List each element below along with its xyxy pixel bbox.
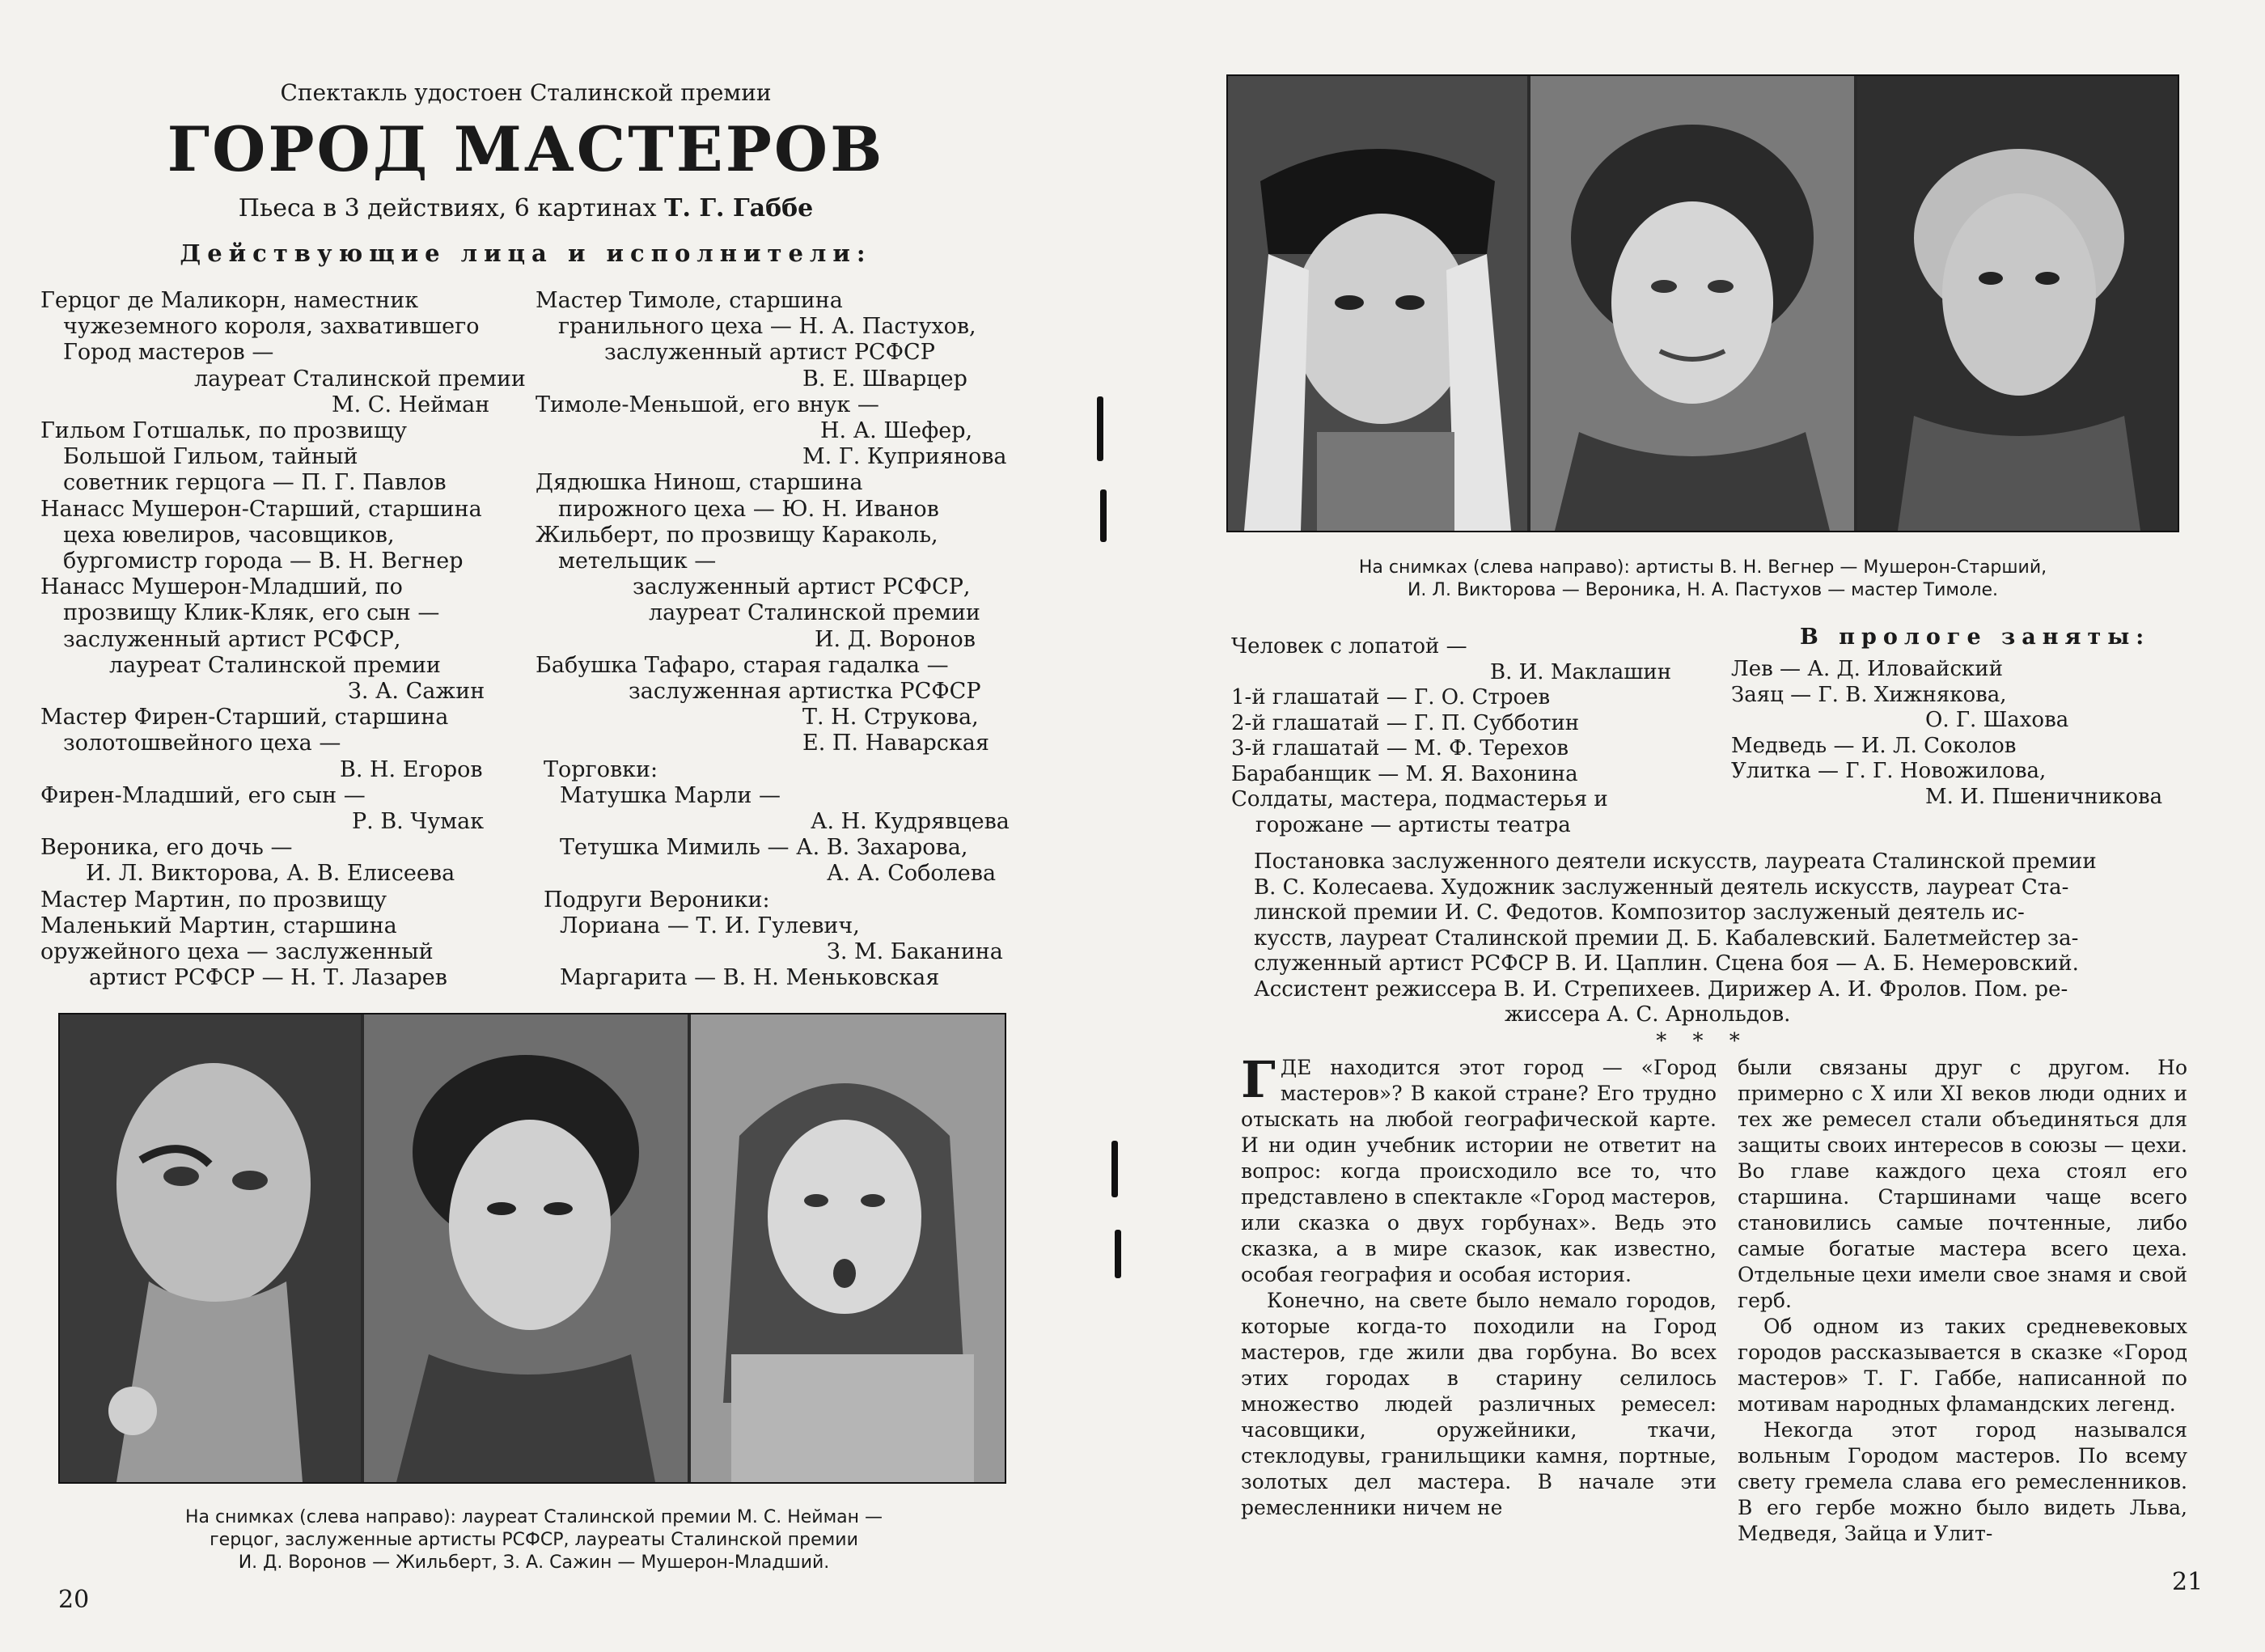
scan-mark bbox=[1111, 1141, 1118, 1197]
photo-veronika bbox=[1530, 76, 1854, 531]
cast-line: Мастер Фирен-Старший, старшина bbox=[40, 705, 449, 731]
cast-line: пирожного цеха — Ю. Н. Иванов bbox=[558, 496, 939, 522]
cast-line: Большой Гильом, тайный bbox=[63, 444, 358, 470]
credit-line: Постановка заслуженного деятели искусств, лауреата Сталинской премии bbox=[1254, 849, 2097, 874]
photo-timole bbox=[1857, 76, 2178, 531]
photo-zhilbert bbox=[364, 1014, 688, 1482]
cast-line: заслуженный артист РСФСР, bbox=[63, 626, 401, 652]
cast-line: М. И. Пшеничникова bbox=[1925, 784, 2163, 809]
cast-line: Жильберт, по прозвищу Караколь, bbox=[536, 522, 938, 548]
article-paragraph: Конечно, на свете было немало городов, которые когда-то походили на Город мастеров, где жили два горбуна. Во всех этих городах в старину селилось множество людей различных ремесел: часовщики, оружейники, ткачи, стеклодувы, гранильщики камня, портные, золотых дел мастера. В начале эти ремесленники ничем не bbox=[1241, 1289, 1717, 1519]
cast-line: Нанасс Мушерон-Младший, по bbox=[40, 574, 403, 600]
article-paragraph: Некогда этот город назывался вольным Городом мастеров. По всему свету гремела слава его ремесленников. В его гербе можно было видеть Льва, Медведя, Зайца и Улит- bbox=[1738, 1418, 2187, 1545]
article-paragraph: Об одном из таких средневековых городов рассказывается в сказке «Город мастеров» Т. Г. Габбе, написанной по мотивам народных фламандских легенд. bbox=[1738, 1315, 2187, 1416]
cast-line: Р. В. Чумак bbox=[352, 809, 485, 834]
cast-line: Тетушка Мимиль — А. В. Захарова, bbox=[560, 835, 968, 861]
credit-line: линской премии И. С. Федотов. Композитор заслуженый деятель ис- bbox=[1254, 900, 2025, 925]
article-paragraph: ДЕ находится этот город — «Город мастеров»? В какой стране? Его трудно отыскать на любой географической карте. И ни один учебник истории не ответит на вопрос: когда происходило все то, что представлено в спектакле «Город мастеров, или сказка о двух горбунах». Ведь это сказка, а в мире сказок, как известно, особая география и особая история. bbox=[1241, 1056, 1717, 1286]
cast-line: заслуженный артист РСФСР, bbox=[633, 574, 971, 600]
cast-line: горожане — артисты театра bbox=[1255, 812, 1571, 837]
credit-line: Ассистент режиссера В. И. Стрепихеев. Дирижер А. И. Фролов. Пом. ре- bbox=[1254, 976, 2068, 1002]
photo-musheron-senior bbox=[1228, 76, 1527, 531]
cast-line: Герцог де Маликорн, наместник bbox=[40, 288, 419, 313]
cast-line: лауреат Сталинской премии bbox=[649, 600, 980, 626]
cast-line: лауреат Сталинской премии bbox=[109, 652, 441, 678]
cast-line: цеха ювелиров, часовщиков, bbox=[63, 522, 395, 548]
cast-line: Т. Н. Струкова, bbox=[802, 705, 979, 731]
cast-line: А. Н. Кудрявцева bbox=[811, 809, 1010, 834]
cast-line: Город мастеров — bbox=[63, 340, 274, 366]
cast-line: чужеземного короля, захватившего bbox=[63, 314, 480, 340]
cast-line: Маргарита — В. Н. Меньковская bbox=[560, 965, 940, 991]
scan-mark bbox=[1100, 489, 1107, 542]
photo-caption-right bbox=[1197, 557, 2208, 602]
cast-line: Фирен-Младший, его сын — bbox=[40, 782, 366, 808]
cast-line: гранильного цеха — Н. А. Пастухов, bbox=[558, 314, 976, 340]
credit-line: В. С. Колесаева. Художник заслуженный деятель искусств, лауреат Ста- bbox=[1254, 875, 2069, 900]
cast-line: Дядюшка Нинош, старшина bbox=[536, 470, 863, 496]
page-number-left: 20 bbox=[58, 1586, 90, 1614]
cast-line: М. Г. Куприянова bbox=[802, 444, 1007, 470]
cast-line: лауреат Сталинской премии bbox=[194, 366, 526, 392]
cast-line: заслуженный артист РСФСР bbox=[604, 340, 935, 366]
caption-line: герцог, заслуженные артисты РСФСР, лауреаты Сталинской премии bbox=[210, 1530, 858, 1550]
cast-line: Бабушка Тафаро, старая гадалка — bbox=[536, 652, 949, 678]
photo-strip-left bbox=[58, 1013, 1006, 1484]
cast-line: Барабанщик — М. Я. Вахонина bbox=[1231, 761, 1578, 786]
cast-line: Улитка — Г. Г. Новожилова, bbox=[1731, 759, 2047, 783]
photo-musheron-junior bbox=[691, 1014, 1005, 1482]
play-title: ГОРОД МАСТЕРОВ bbox=[167, 113, 885, 185]
right-page bbox=[1197, 0, 2265, 1652]
cast-line: Человек с лопатой — bbox=[1231, 634, 1467, 659]
left-page bbox=[0, 0, 1076, 1652]
cast-line: Лориана — Т. И. Гулевич, bbox=[560, 913, 860, 938]
prize-line: Спектакль удостоен Сталинской премии bbox=[280, 79, 772, 106]
cast-line: М. С. Нейман bbox=[332, 392, 490, 417]
scan-mark bbox=[1115, 1230, 1121, 1278]
credit-line: жиссера А. С. Арнольдов. bbox=[1505, 1002, 1791, 1027]
cast-line: бургомистр города — В. Н. Вегнер bbox=[63, 549, 464, 574]
cast-line: Торговки: bbox=[544, 756, 658, 782]
cast-line: Нанасс Мушерон-Старший, старшина bbox=[40, 496, 482, 522]
cast-line: 3-й глашатай — М. Ф. Терехов bbox=[1231, 736, 1569, 760]
cast-line: Гильом Готшальк, по прозвищу bbox=[40, 418, 408, 443]
caption-line: И. Л. Викторова — Вероника, Н. А. Пастухов — мастер Тимоле. bbox=[1407, 580, 1999, 600]
photo-duke bbox=[60, 1014, 361, 1482]
cast-line: Мастер Мартин, по прозвищу bbox=[40, 887, 387, 913]
play-subtitle bbox=[0, 194, 1052, 222]
cast-line: артист РСФСР — Н. Т. Лазарев bbox=[89, 965, 447, 991]
cast-line: В. И. Маклашин bbox=[1490, 659, 1672, 684]
cast-line: З. М. Баканина bbox=[827, 939, 1003, 964]
subtitle-text: Пьеса в 3 действиях, 6 картинах bbox=[238, 194, 665, 222]
cast-line: советник герцога — П. Г. Павлов bbox=[63, 470, 447, 496]
cast-header: Действующие лица и исполнители: bbox=[180, 239, 872, 267]
credit-line: кусств, лауреат Сталинской премии Д. Б. Кабалевский. Балетмейстер за- bbox=[1254, 926, 2079, 951]
photo-caption-left bbox=[49, 1506, 1019, 1574]
cast-line: Н. А. Шефер, bbox=[820, 418, 973, 443]
scan-mark bbox=[1097, 396, 1103, 461]
cast-line: З. А. Сажин bbox=[348, 679, 485, 704]
cast-line: Маленький Мартин, старшина bbox=[40, 913, 397, 938]
photo-strip-right bbox=[1226, 74, 2179, 532]
section-divider: * * * bbox=[1656, 1029, 1750, 1053]
cast-line: 2-й глашатай — Г. П. Субботин bbox=[1231, 710, 1580, 735]
cast-line: метельщик — bbox=[558, 549, 717, 574]
cast-line: А. А. Соболева bbox=[827, 861, 997, 887]
article-paragraph: были связаны друг с другом. Но примерно с X или XI веков люди одних и тех же ремесел стали объединяться для защиты своих интересов в союзы — цехи. Во главе каждого цеха стоял его старшина. Старшинами чаще всего становились самые почтенные, либо самые богатые мастера всего цеха. Отдельные цехи имели свое знамя и свой герб. bbox=[1738, 1056, 2187, 1312]
cast-line: И. Д. Воронов bbox=[815, 626, 976, 652]
page-number-right: 21 bbox=[2172, 1568, 2204, 1596]
cast-line: Подруги Вероники: bbox=[544, 887, 770, 913]
caption-line: На снимках (слева направо): лауреат Сталинской премии М. С. Нейман — bbox=[184, 1507, 883, 1527]
cast-line: золотошвейного цеха — bbox=[63, 731, 341, 756]
cast-line: Е. П. Наварская bbox=[802, 731, 989, 756]
cast-line: Солдаты, мастера, подмастерья и bbox=[1231, 787, 1608, 811]
article-column-1 bbox=[1241, 1050, 1717, 1521]
cast-line: Матушка Марли — bbox=[560, 782, 781, 808]
cast-line: оружейного цеха — заслуженный bbox=[40, 939, 434, 964]
cast-line: Мастер Тимоле, старшина bbox=[536, 288, 843, 313]
cast-line: Заяц — Г. В. Хижнякова, bbox=[1731, 682, 2007, 707]
cast-line: заслуженная артистка РСФСР bbox=[629, 679, 981, 704]
cast-line: В. Н. Егоров bbox=[340, 756, 483, 782]
cast-line: прозвищу Клик-Кляк, его сын — bbox=[63, 600, 440, 626]
cast-line: И. Л. Викторова, А. В. Елисеева bbox=[86, 861, 455, 887]
cast-line: Тимоле-Меньшой, его внук — bbox=[536, 392, 879, 417]
subtitle-author: Т. Г. Габбе bbox=[664, 194, 814, 222]
cast-line: Медведь — И. Л. Соколов bbox=[1731, 733, 2017, 758]
caption-line: На снимках (слева направо): артисты В. Н. Вегнер — Мушерон-Старший, bbox=[1358, 557, 2047, 578]
cast-line: Лев — А. Д. Иловайский bbox=[1731, 657, 2003, 681]
prologue-header: В прологе заняты: bbox=[1800, 625, 2151, 650]
credit-line: служенный артист РСФСР В. И. Цаплин. Сцена боя — А. Б. Немеровский. bbox=[1254, 951, 2079, 976]
drop-cap: Г bbox=[1241, 1050, 1276, 1109]
article-column-2 bbox=[1738, 1055, 2187, 1547]
cast-line: О. Г. Шахова bbox=[1925, 708, 2069, 732]
caption-line: И. Д. Воронов — Жильберт, З. А. Сажин — Мушерон-Младший. bbox=[238, 1552, 830, 1573]
cast-line: 1-й глашатай — Г. О. Строев bbox=[1231, 685, 1551, 710]
cast-line: В. Е. Шварцер bbox=[802, 366, 967, 392]
cast-line: Вероника, его дочь — bbox=[40, 835, 293, 861]
